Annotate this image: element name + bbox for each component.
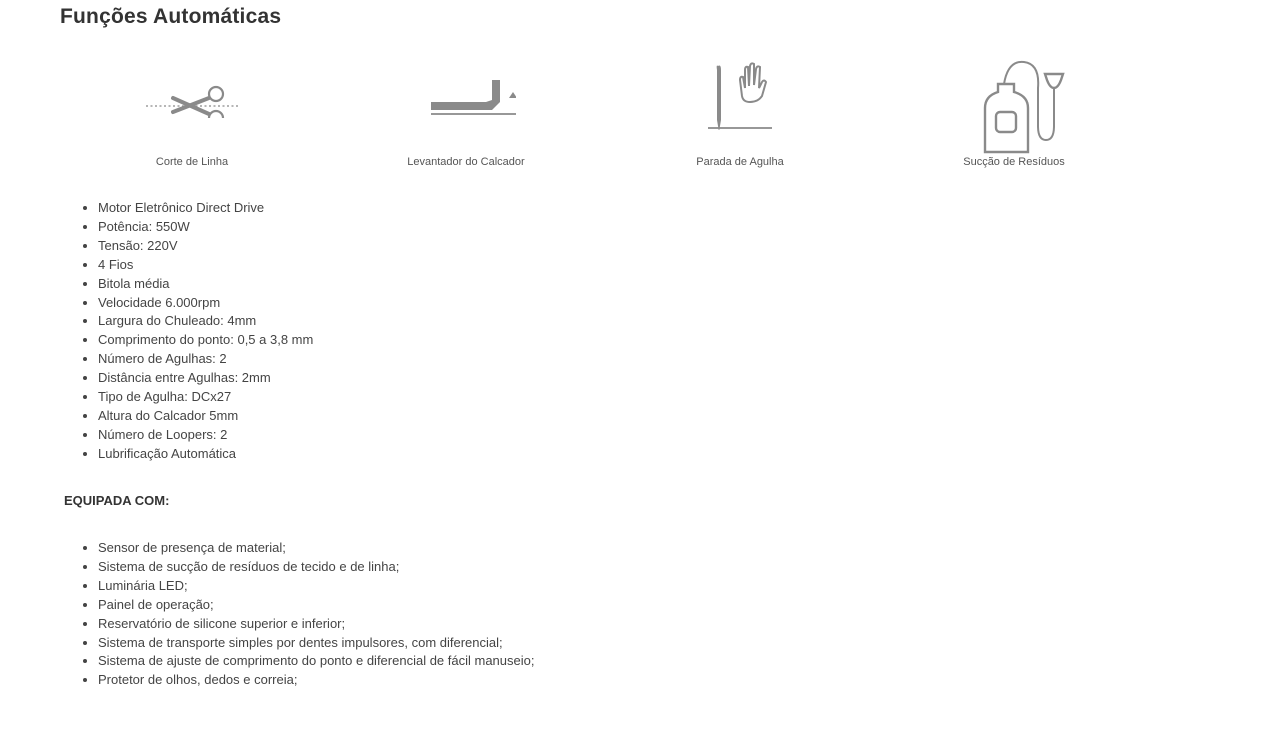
list-item: • Número de Loopers: 2 xyxy=(98,426,313,445)
list-item: • Potência: 550W xyxy=(98,218,313,237)
list-item: • Sistema de sucção de resíduos de tecido e de linha; xyxy=(98,558,534,577)
list-item: • Sensor de presença de material; xyxy=(98,539,534,558)
page-title: Funções Automáticas xyxy=(60,5,282,28)
list-item: • Velocidade 6.000rpm xyxy=(98,294,313,313)
list-item: • Lubrificação Automática xyxy=(98,445,313,464)
list-item: • Distância entre Agulhas: 2mm xyxy=(98,369,313,388)
feature-presser-foot-lifter xyxy=(356,56,576,176)
list-item: • Reservatório de silicone superior e inferior; xyxy=(98,615,534,634)
list-item: • Tensão: 220V xyxy=(98,237,313,256)
feature-label: Sucção de Resíduos xyxy=(963,156,1065,168)
list-item: • Motor Eletrônico Direct Drive xyxy=(98,199,313,218)
list-item: • Bitola média xyxy=(98,275,313,294)
list-item: • Altura do Calcador 5mm xyxy=(98,407,313,426)
list-item: • Sistema de ajuste de comprimento do ponto e diferencial de fácil manuseio; xyxy=(98,652,534,671)
list-item: • Painel de operação; xyxy=(98,596,534,615)
feature-needle-stop xyxy=(630,56,850,176)
scissors-icon xyxy=(142,58,242,118)
feature-label: Corte de Linha xyxy=(155,156,229,168)
presser-foot-lifter-icon xyxy=(416,58,516,118)
equipped-list xyxy=(60,539,534,690)
list-item: • Comprimento do ponto: 0,5 a 3,8 mm xyxy=(98,331,313,350)
needle-stop-icon xyxy=(690,50,790,130)
list-item: • Número de Agulhas: 2 xyxy=(98,350,313,369)
list-item: • Largura do Chuleado: 4mm xyxy=(98,312,313,331)
feature-thread-cutter xyxy=(82,56,302,176)
list-item: • Protetor de olhos, dedos e correia; xyxy=(98,671,534,690)
spec-list xyxy=(60,199,313,464)
list-item: • Sistema de transporte simples por dentes impulsores, com diferencial; xyxy=(98,634,534,653)
waste-suction-icon xyxy=(954,56,1074,156)
feature-label: Levantador do Calcador xyxy=(407,156,525,168)
feature-label: Parada de Agulha xyxy=(696,156,784,168)
auto-functions-row xyxy=(60,56,1160,176)
feature-waste-suction xyxy=(904,56,1124,176)
list-item: • Luminária LED; xyxy=(98,577,534,596)
list-item: • Tipo de Agulha: DCx27 xyxy=(98,388,313,407)
list-item: • 4 Fios xyxy=(98,256,313,275)
equipped-heading: EQUIPADA COM: xyxy=(64,493,170,508)
